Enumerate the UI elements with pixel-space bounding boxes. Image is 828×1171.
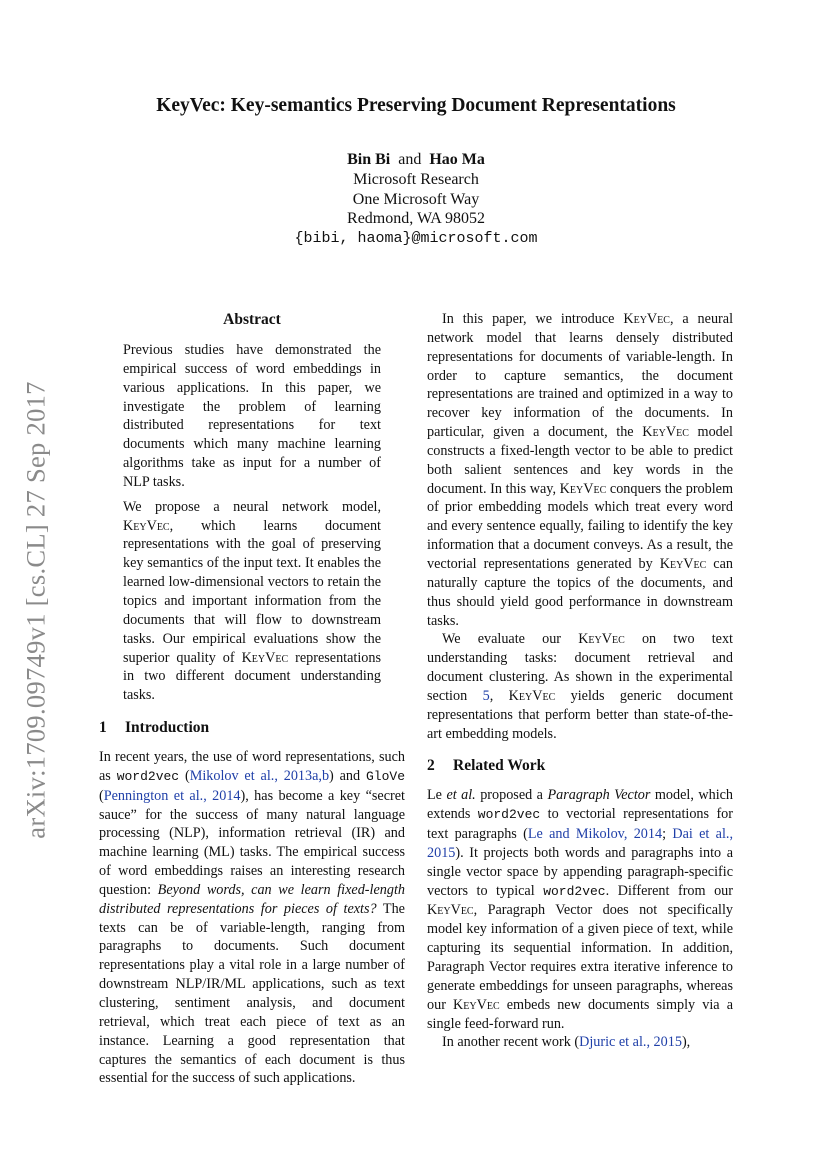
model-name: KeyVec bbox=[427, 902, 474, 919]
model-name: KeyVec bbox=[508, 687, 556, 704]
related-paragraph: Le et al. proposed a Paragraph Vector model, which extends word2vec to vectorial representations for text paragraphs (Le and Mikolov, 2014; Dai et al., 2015). It projects both words and paragraphs into a single vector space by appending paragraph-specific vectors to typical word2vec. Different from our KeyVec, Paragraph Vector does not specifically model key information of a given piece of text, while capturing its sequential information. In addition, Paragraph Vector requires extra iterative inference to generate embeddings for unseen paragraphs, whereas our KeyVec embeds new documents simply via a single feed-forward run. bbox=[427, 787, 734, 1032]
affiliation: Microsoft Research bbox=[353, 170, 479, 188]
intro-paragraph: In this paper, we introduce KeyVec, a neural network model that learns densely distributed representations for documents of variable-length. In order to capture semantics, the document representations are trained and optimized in a way to recover key information of the documents. In particular, given a document, the KeyVec model constructs a fixed-length vector to be able to predict both salient sentences and key words in the document. In this way, KeyVec conquers the problem of prior embedding models which treat every word and every sentence equally, failing to identify the key information that a document conveys. As a result, the vectorial representations generated by KeyVec can naturally capture the topics of the documents, and thus should yield good performance in downstream tasks. bbox=[427, 311, 734, 629]
model-name: KeyVec bbox=[623, 311, 670, 327]
author-name: Bin Bi bbox=[347, 151, 391, 168]
abstract-paragraph: Previous studies have demonstrated the empirical success of word embeddings in various applications. In this paper, we investigate the problem of learning distributed representations for text documents which many machine learning algorithms take as input for a number of NLP tasks. bbox=[123, 342, 381, 490]
left-column bbox=[99, 310, 405, 1088]
citation-link[interactable]: Dai et al., 2015 bbox=[427, 826, 733, 861]
model-name: Paragraph Vector bbox=[547, 787, 651, 804]
section-heading-related-work: 2 Related Work bbox=[427, 757, 546, 775]
address-line: Redmond, WA 98052 bbox=[347, 210, 485, 228]
address-line: One Microsoft Way bbox=[352, 190, 480, 208]
intro-paragraph: We evaluate our KeyVec on two text understanding tasks: document retrieval and document clustering. As shown in the experimental section 5, KeyVec yields generic document representations that perform better than state-of-the-art embedding models. bbox=[427, 631, 734, 742]
section-heading-introduction: 1 Introduction bbox=[99, 719, 210, 737]
right-column bbox=[427, 310, 733, 1052]
citation-link[interactable]: Djuric et al., 2015 bbox=[579, 1034, 682, 1051]
arxiv-identifier: arXiv:1709.09749v1 [cs.CL] 27 Sep 2017 bbox=[20, 381, 51, 839]
author-line bbox=[100, 150, 732, 170]
model-name: KeyVec bbox=[241, 649, 289, 666]
author-conjunction: and bbox=[398, 151, 422, 168]
abstract-heading: Abstract bbox=[223, 311, 281, 328]
model-name: KeyVec bbox=[123, 517, 170, 534]
model-name: KeyVec bbox=[453, 996, 500, 1013]
citation-link[interactable]: Pennington et al., 2014 bbox=[103, 787, 241, 804]
code-term: GloVe bbox=[365, 768, 405, 784]
abstract-body bbox=[99, 341, 405, 705]
model-name: KeyVec bbox=[642, 424, 689, 441]
code-term: word2vec bbox=[477, 807, 541, 823]
section-reference-link[interactable]: 5 bbox=[482, 687, 490, 704]
citation-link[interactable]: Mikolov et al., 2013a,b bbox=[189, 767, 330, 784]
author-email: {bibi, haoma}@microsoft.com bbox=[294, 230, 538, 248]
model-name: KeyVec bbox=[659, 555, 707, 572]
research-question: Beyond words, can we learn fixed-length distributed representations for pieces of texts? bbox=[99, 881, 405, 917]
author-block bbox=[100, 150, 732, 249]
code-term: word2vec bbox=[543, 883, 606, 899]
intro-paragraph: In recent years, the use of word representations, such as word2vec (Mikolov et al., 2013a,b) and GloVe (Pennington et al., 2014), has become a key “secret sauce” for the success of many natural language processing (NLP), information retrieval (IR) and machine learning (ML) tasks. The empirical success of word embeddings raises an interesting research question: Beyond words, can we learn fixed-length distributed representations for pieces of texts? The texts can be of variable-length, ranging from paragraphs to documents. Such document representations play a vital role in a large number of downstream NLP/IR/ML applications, such as text clustering, sentiment analysis, and document retrieval, which treat each piece of text as an instance. Learning a good representation that captures the semantics of each document is thus essential for the success of such applications. bbox=[99, 749, 405, 1087]
model-name: KeyVec bbox=[559, 480, 607, 497]
paper-title: KeyVec: Key-semantics Preserving Document Representations bbox=[156, 95, 676, 116]
related-paragraph: In another recent work (Djuric et al., 2015), bbox=[442, 1034, 691, 1051]
citation-link[interactable]: Le and Mikolov, 2014 bbox=[527, 826, 663, 843]
model-name: KeyVec bbox=[578, 631, 625, 648]
author-name: Hao Ma bbox=[429, 151, 485, 168]
abstract-paragraph: We propose a neural network model, KeyVec, which learns document representations with the goal of preserving key semantics of the input text. It enables the learned low-dimensional vectors to retain the topics and important information from the documents that will flow to downstream tasks. Our empirical evaluations show the superior quality of KeyVec representations in two different document understanding tasks. bbox=[123, 498, 381, 704]
code-term: word2vec bbox=[116, 768, 180, 784]
